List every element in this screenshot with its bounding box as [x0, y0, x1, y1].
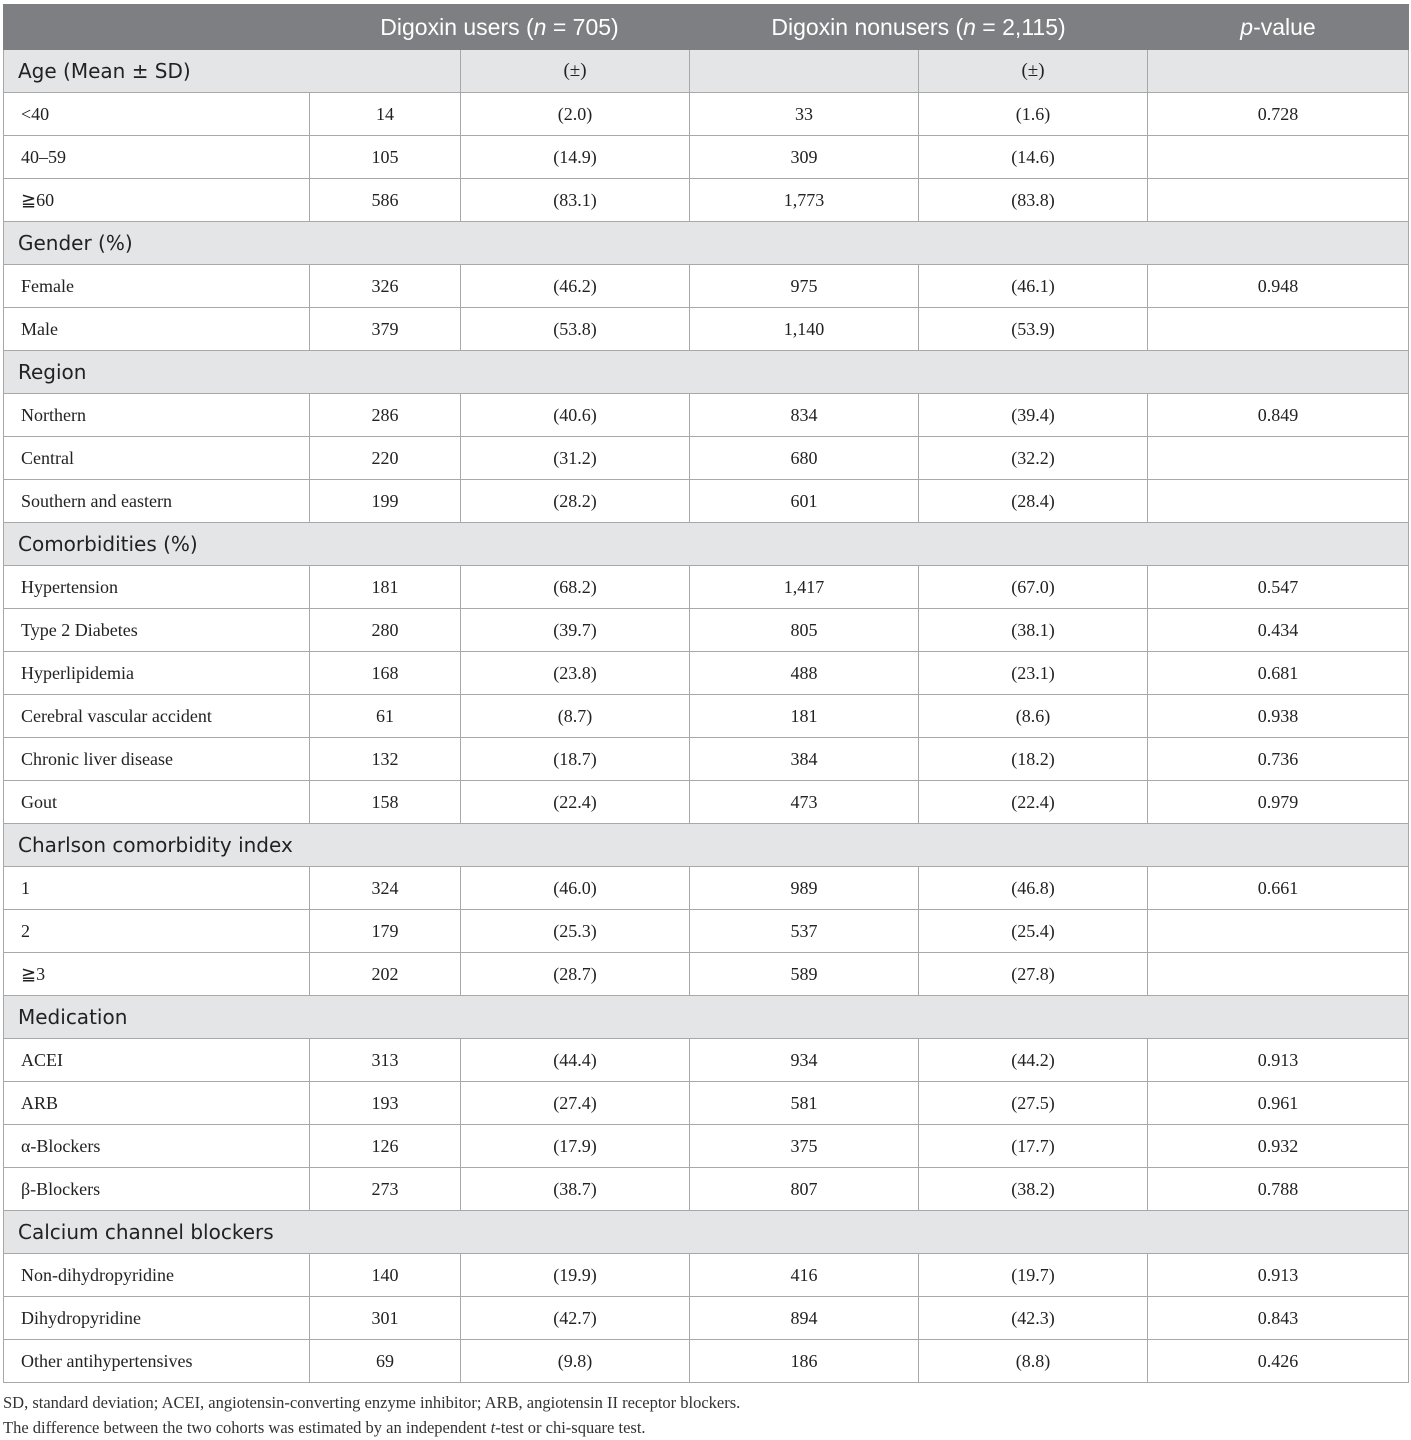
nonusers-count-cell: 581 — [690, 1082, 919, 1125]
nonusers-count-cell: 309 — [690, 136, 919, 179]
section-title: Gender (%) — [4, 222, 1409, 265]
section-empty-cell — [1148, 50, 1409, 93]
p-value-cell: 0.913 — [1148, 1039, 1409, 1082]
users-count-cell: 193 — [310, 1082, 461, 1125]
nonusers-percent-cell: (67.0) — [919, 566, 1148, 609]
row-label-cell: Non-dihydropyridine — [4, 1254, 310, 1297]
users-percent-cell: (8.7) — [461, 695, 690, 738]
table-row — [4, 953, 1409, 996]
row-label-cell: Hypertension — [4, 566, 310, 609]
p-value-cell: 0.681 — [1148, 652, 1409, 695]
nonusers-percent-cell: (38.2) — [919, 1168, 1148, 1211]
nonusers-percent-cell: (32.2) — [919, 437, 1148, 480]
p-value-cell: 0.948 — [1148, 265, 1409, 308]
nonusers-count-cell: 384 — [690, 738, 919, 781]
table-footnotes — [3, 1390, 1408, 1440]
table-row — [4, 910, 1409, 953]
nonusers-percent-cell: (14.6) — [919, 136, 1148, 179]
users-percent-cell: (53.8) — [461, 308, 690, 351]
nonusers-count-cell: 934 — [690, 1039, 919, 1082]
row-label-cell: Female — [4, 265, 310, 308]
users-count-cell: 69 — [310, 1340, 461, 1383]
users-percent-cell: (2.0) — [461, 93, 690, 136]
users-percent-cell: (22.4) — [461, 781, 690, 824]
users-count-cell: 105 — [310, 136, 461, 179]
table-row — [4, 265, 1409, 308]
nonusers-percent-cell: (28.4) — [919, 480, 1148, 523]
section-title: Region — [4, 351, 1409, 394]
nonusers-percent-cell: (53.9) — [919, 308, 1148, 351]
row-label-cell: ARB — [4, 1082, 310, 1125]
nonusers-percent-cell: (27.8) — [919, 953, 1148, 996]
p-value-cell: 0.788 — [1148, 1168, 1409, 1211]
section-header-row — [4, 50, 1409, 93]
table-row — [4, 695, 1409, 738]
users-count-cell: 140 — [310, 1254, 461, 1297]
p-value-cell: 0.849 — [1148, 394, 1409, 437]
nonusers-count-cell: 807 — [690, 1168, 919, 1211]
row-label-cell: Other antihypertensives — [4, 1340, 310, 1383]
users-percent-cell: (9.8) — [461, 1340, 690, 1383]
table-row — [4, 437, 1409, 480]
table-row — [4, 136, 1409, 179]
table-row — [4, 1340, 1409, 1383]
users-percent-cell: (18.7) — [461, 738, 690, 781]
users-percent-cell: (27.4) — [461, 1082, 690, 1125]
table-row — [4, 1125, 1409, 1168]
header-digoxin-nonusers: Digoxin nonusers (n = 2,115) — [690, 5, 1148, 50]
p-value-cell: 0.426 — [1148, 1340, 1409, 1383]
users-count-cell: 202 — [310, 953, 461, 996]
row-label-cell: 1 — [4, 867, 310, 910]
nonusers-percent-cell: (25.4) — [919, 910, 1148, 953]
nonusers-percent-cell: (46.8) — [919, 867, 1148, 910]
nonusers-percent-cell: (17.7) — [919, 1125, 1148, 1168]
users-count-cell: 301 — [310, 1297, 461, 1340]
nonusers-percent-cell: (8.8) — [919, 1340, 1148, 1383]
users-percent-cell: (25.3) — [461, 910, 690, 953]
users-count-cell: 220 — [310, 437, 461, 480]
p-value-cell: 0.961 — [1148, 1082, 1409, 1125]
p-value-cell: 0.434 — [1148, 609, 1409, 652]
baseline-characteristics-table — [3, 4, 1409, 1383]
nonusers-percent-cell: (27.5) — [919, 1082, 1148, 1125]
nonusers-count-cell: 834 — [690, 394, 919, 437]
users-percent-cell: (44.4) — [461, 1039, 690, 1082]
section-empty-cell — [690, 50, 919, 93]
row-label-cell: ≧60 — [4, 179, 310, 222]
nonusers-percent-cell: (38.1) — [919, 609, 1148, 652]
table-row — [4, 480, 1409, 523]
nonusers-percent-cell: (18.2) — [919, 738, 1148, 781]
row-label-cell: <40 — [4, 93, 310, 136]
nonusers-count-cell: 989 — [690, 867, 919, 910]
nonusers-count-cell: 537 — [690, 910, 919, 953]
table-row — [4, 394, 1409, 437]
table-row — [4, 781, 1409, 824]
nonusers-percent-cell: (42.3) — [919, 1297, 1148, 1340]
section-title: Comorbidities (%) — [4, 523, 1409, 566]
users-percent-cell: (42.7) — [461, 1297, 690, 1340]
p-value-cell: 0.913 — [1148, 1254, 1409, 1297]
header-p-value: p-value — [1148, 5, 1409, 50]
users-percent-cell: (46.2) — [461, 265, 690, 308]
users-percent-cell: (23.8) — [461, 652, 690, 695]
users-count-cell: 273 — [310, 1168, 461, 1211]
section-header-row — [4, 523, 1409, 566]
users-percent-cell: (68.2) — [461, 566, 690, 609]
table-row — [4, 1297, 1409, 1340]
users-percent-cell: (46.0) — [461, 867, 690, 910]
nonusers-percent-cell: (19.7) — [919, 1254, 1148, 1297]
table-row — [4, 566, 1409, 609]
header-empty-cell — [4, 5, 310, 50]
row-label-cell: Dihydropyridine — [4, 1297, 310, 1340]
nonusers-count-cell: 1,140 — [690, 308, 919, 351]
section-title: Medication — [4, 996, 1409, 1039]
row-label-cell: Cerebral vascular accident — [4, 695, 310, 738]
nonusers-count-cell: 805 — [690, 609, 919, 652]
users-count-cell: 313 — [310, 1039, 461, 1082]
table-header-row — [4, 5, 1409, 50]
section-title: Age (Mean ± SD) — [4, 50, 461, 93]
footnote-abbreviations: SD, standard deviation; ACEI, angiotensin-converting enzyme inhibitor; ARB, angiotensin II receptor blockers. — [3, 1393, 741, 1412]
users-percent-cell: (28.2) — [461, 480, 690, 523]
users-count-cell: 179 — [310, 910, 461, 953]
nonusers-count-cell: 416 — [690, 1254, 919, 1297]
nonusers-count-cell: 975 — [690, 265, 919, 308]
users-percent-cell: (14.9) — [461, 136, 690, 179]
p-value-cell — [1148, 953, 1409, 996]
users-percent-cell: (17.9) — [461, 1125, 690, 1168]
row-label-cell: Northern — [4, 394, 310, 437]
users-count-cell: 324 — [310, 867, 461, 910]
row-label-cell: Southern and eastern — [4, 480, 310, 523]
nonusers-percent-cell: (8.6) — [919, 695, 1148, 738]
users-count-cell: 168 — [310, 652, 461, 695]
table-row — [4, 609, 1409, 652]
p-value-cell: 0.938 — [1148, 695, 1409, 738]
p-value-cell: 0.728 — [1148, 93, 1409, 136]
users-count-cell: 280 — [310, 609, 461, 652]
nonusers-count-cell: 894 — [690, 1297, 919, 1340]
footnote-method: The difference between the two cohorts was estimated by an independent t-test or chi-square test. — [3, 1418, 646, 1437]
p-value-cell: 0.979 — [1148, 781, 1409, 824]
nonusers-count-cell: 375 — [690, 1125, 919, 1168]
row-label-cell: β-Blockers — [4, 1168, 310, 1211]
users-count-cell: 379 — [310, 308, 461, 351]
nonusers-percent-cell: (83.8) — [919, 179, 1148, 222]
nonusers-count-cell: 589 — [690, 953, 919, 996]
nonusers-count-cell: 1,773 — [690, 179, 919, 222]
users-count-cell: 126 — [310, 1125, 461, 1168]
nonusers-percent-cell: (39.4) — [919, 394, 1148, 437]
table-row — [4, 93, 1409, 136]
section-header-row — [4, 824, 1409, 867]
users-percent-cell: (31.2) — [461, 437, 690, 480]
row-label-cell: ACEI — [4, 1039, 310, 1082]
table-row — [4, 308, 1409, 351]
section-title: Charlson comorbidity index — [4, 824, 1409, 867]
table-row — [4, 1082, 1409, 1125]
users-count-cell: 199 — [310, 480, 461, 523]
nonusers-percent-cell: (44.2) — [919, 1039, 1148, 1082]
section-nonusers-percent-cell: (±) — [919, 50, 1148, 93]
p-value-cell: 0.736 — [1148, 738, 1409, 781]
row-label-cell: Type 2 Diabetes — [4, 609, 310, 652]
table-row — [4, 179, 1409, 222]
p-value-cell: 0.843 — [1148, 1297, 1409, 1340]
section-header-row — [4, 1211, 1409, 1254]
nonusers-count-cell: 488 — [690, 652, 919, 695]
users-percent-cell: (28.7) — [461, 953, 690, 996]
p-value-cell — [1148, 179, 1409, 222]
nonusers-percent-cell: (1.6) — [919, 93, 1148, 136]
header-digoxin-users: Digoxin users (n = 705) — [310, 5, 690, 50]
p-value-cell — [1148, 480, 1409, 523]
users-count-cell: 61 — [310, 695, 461, 738]
users-percent-cell: (39.7) — [461, 609, 690, 652]
nonusers-percent-cell: (46.1) — [919, 265, 1148, 308]
section-header-row — [4, 222, 1409, 265]
users-count-cell: 181 — [310, 566, 461, 609]
p-value-cell — [1148, 136, 1409, 179]
table-row — [4, 1254, 1409, 1297]
nonusers-count-cell: 601 — [690, 480, 919, 523]
table-body — [4, 50, 1409, 1383]
p-value-cell: 0.661 — [1148, 867, 1409, 910]
p-value-cell: 0.932 — [1148, 1125, 1409, 1168]
table-row — [4, 652, 1409, 695]
row-label-cell: Hyperlipidemia — [4, 652, 310, 695]
row-label-cell: ≧3 — [4, 953, 310, 996]
nonusers-count-cell: 1,417 — [690, 566, 919, 609]
row-label-cell: Central — [4, 437, 310, 480]
nonusers-count-cell: 33 — [690, 93, 919, 136]
p-value-cell — [1148, 308, 1409, 351]
table-row — [4, 1168, 1409, 1211]
users-count-cell: 14 — [310, 93, 461, 136]
nonusers-count-cell: 473 — [690, 781, 919, 824]
section-users-percent-cell: (±) — [461, 50, 690, 93]
users-count-cell: 586 — [310, 179, 461, 222]
nonusers-percent-cell: (22.4) — [919, 781, 1148, 824]
nonusers-count-cell: 186 — [690, 1340, 919, 1383]
row-label-cell: Gout — [4, 781, 310, 824]
row-label-cell: 2 — [4, 910, 310, 953]
p-value-cell: 0.547 — [1148, 566, 1409, 609]
users-count-cell: 286 — [310, 394, 461, 437]
p-value-cell — [1148, 437, 1409, 480]
users-count-cell: 132 — [310, 738, 461, 781]
table-row — [4, 738, 1409, 781]
users-percent-cell: (83.1) — [461, 179, 690, 222]
row-label-cell: α-Blockers — [4, 1125, 310, 1168]
nonusers-count-cell: 680 — [690, 437, 919, 480]
row-label-cell: Chronic liver disease — [4, 738, 310, 781]
users-percent-cell: (40.6) — [461, 394, 690, 437]
nonusers-count-cell: 181 — [690, 695, 919, 738]
users-percent-cell: (19.9) — [461, 1254, 690, 1297]
row-label-cell: 40–59 — [4, 136, 310, 179]
table-row — [4, 867, 1409, 910]
table-row — [4, 1039, 1409, 1082]
nonusers-percent-cell: (23.1) — [919, 652, 1148, 695]
section-title: Calcium channel blockers — [4, 1211, 1409, 1254]
users-count-cell: 326 — [310, 265, 461, 308]
row-label-cell: Male — [4, 308, 310, 351]
p-value-cell — [1148, 910, 1409, 953]
section-header-row — [4, 996, 1409, 1039]
users-percent-cell: (38.7) — [461, 1168, 690, 1211]
section-header-row — [4, 351, 1409, 394]
users-count-cell: 158 — [310, 781, 461, 824]
